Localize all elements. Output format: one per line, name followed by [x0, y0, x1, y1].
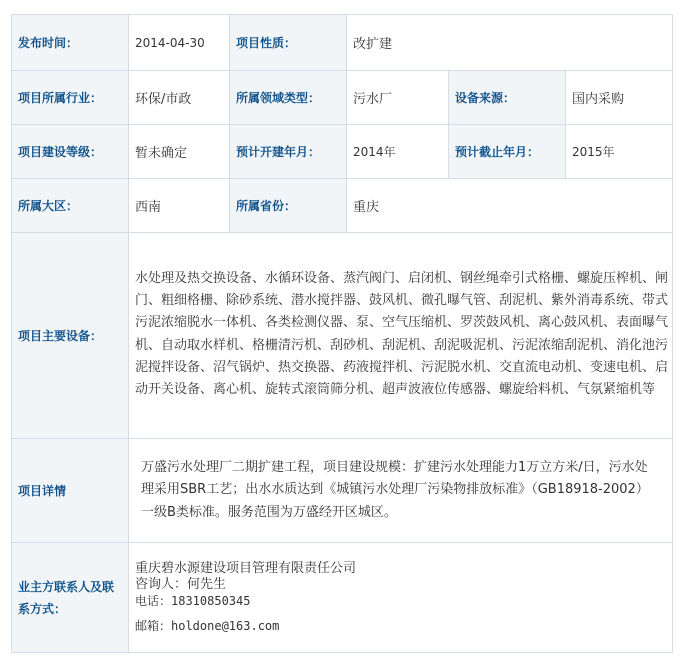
contact-value [129, 543, 673, 653]
publish-time-label: 发布时间： [12, 15, 129, 71]
region-label: 所属大区： [12, 179, 129, 233]
table-row [12, 71, 673, 125]
contact-person: 咨询人：何先生 [135, 577, 227, 592]
main-equipment-value: 水处理及热交换设备、水循环设备、蒸汽阀门、启闭机、钢丝绳牵引式格栅、螺旋压榨机、闸门、粗细格栅、除砂系统、潜水搅拌器、鼓风机、微孔曝气管、刮泥机、紫外消毒系统、带式污泥浓缩脱水一体机、各类检测仪器、泵、空气压缩机、罗茨鼓风机、离心鼓风机、表面曝气机、自动取水样机、格栅清污机、刮砂机、刮泥机、刮泥吸泥机、污泥浓缩刮泥机、消化池污泥搅拌设备、沼气锅炉、热交换器、药液搅拌机、污泥脱水机、交直流电动机、变速电机、启动开关设备、离心机、旋转式滚筒筛分机、超声波液位传感器、螺旋给料机、气氛紧缩机等 [129, 233, 673, 439]
table-row [12, 15, 673, 71]
construction-level-label: 项目建设等级： [12, 125, 129, 179]
main-equipment-label: 项目主要设备： [12, 233, 129, 439]
industry-value: 环保/市政 [129, 71, 230, 125]
industry-label: 项目所属行业： [12, 71, 129, 125]
publish-time-value: 2014-04-30 [129, 15, 230, 71]
table-row [12, 233, 673, 439]
equipment-source-value: 国内采购 [566, 71, 673, 125]
project-nature-label: 项目性质： [230, 15, 347, 71]
contact-phone: 电话：18310850345 [135, 594, 251, 608]
project-info-table [11, 14, 673, 653]
contact-email: 邮箱：holdone@163.com [135, 619, 280, 633]
planned-start-label: 预计开建年月： [230, 125, 347, 179]
project-nature-value: 改扩建 [347, 15, 673, 71]
domain-type-label: 所属领域类型： [230, 71, 347, 125]
table-row [12, 543, 673, 653]
contact-company: 重庆碧水源建设项目管理有限责任公司 [135, 561, 357, 576]
contact-label: 业主方联系人及联系方式： [12, 543, 129, 653]
domain-type-value: 污水厂 [347, 71, 449, 125]
table-row [12, 125, 673, 179]
region-value: 西南 [129, 179, 230, 233]
details-value: 万盛污水处理厂二期扩建工程，项目建设规模：扩建污水处理能力1万立方米/日，污水处理采用SBR工艺；出水水质达到《城镇污水处理厂污染物排放标准》（GB18918-2002）一级B类标准。服务范围为万盛经开区城区。 [129, 439, 673, 543]
planned-end-label: 预计截止年月： [449, 125, 566, 179]
details-label: 项目详情 [12, 439, 129, 543]
planned-end-value: 2015年 [566, 125, 673, 179]
province-value: 重庆 [347, 179, 673, 233]
table-row [12, 439, 673, 543]
planned-start-value: 2014年 [347, 125, 449, 179]
construction-level-value: 暂未确定 [129, 125, 230, 179]
table-row [12, 179, 673, 233]
province-label: 所属省份： [230, 179, 347, 233]
equipment-source-label: 设备来源： [449, 71, 566, 125]
